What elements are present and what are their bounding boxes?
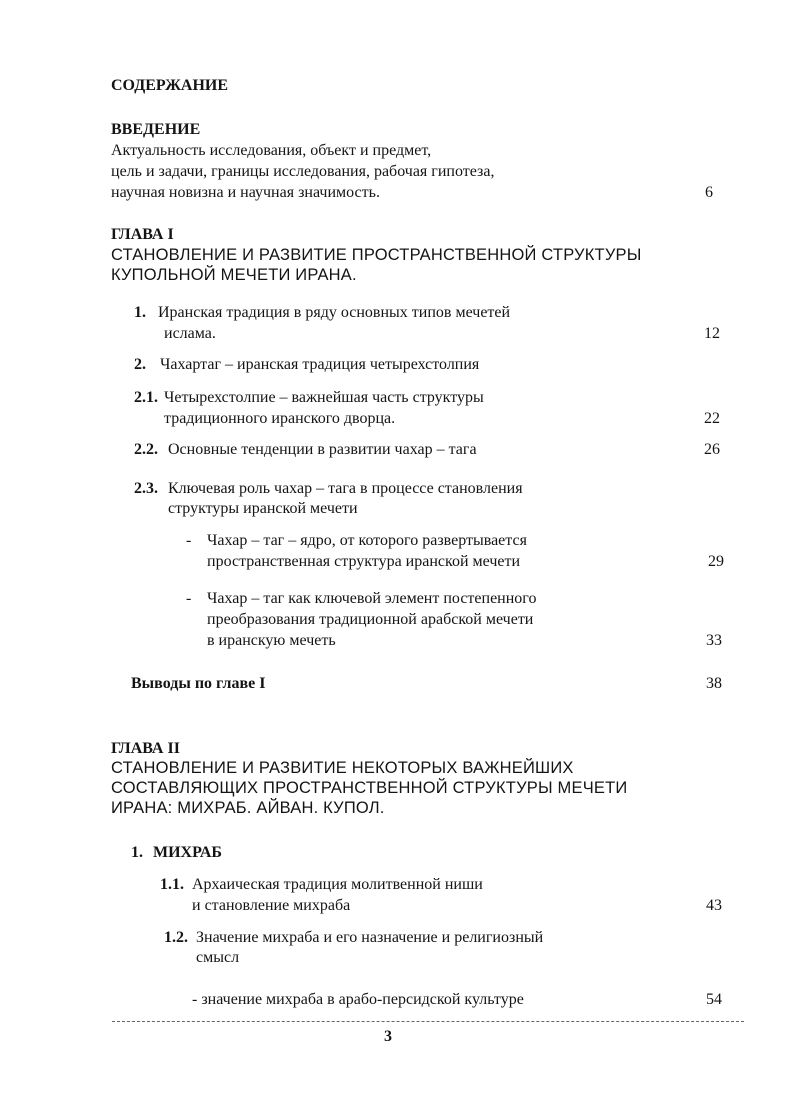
ch2-entry-11-page: 43 <box>706 897 722 914</box>
intro-line-1: Актуальность исследования, объект и предмет, <box>111 142 432 159</box>
footer-divider <box>112 1021 744 1022</box>
ch2-entry-12-line1: Значение михраба и его назначение и религиозный <box>196 929 544 946</box>
ch1-sub-1-line1: Чахар – таг – ядро, от которого развертывается <box>207 532 527 549</box>
ch2-last-entry-label: - значение михраба в арабо-персидской культуре <box>192 991 524 1008</box>
ch1-sub-2-line1: Чахар – таг как ключевой элемент постепенного <box>207 590 537 607</box>
chapter2-title-line-2: СОСТАВЛЯЮЩИХ ПРОСТРАНСТВЕННОЙ СТРУКТУРЫ МЕЧЕТИ <box>111 779 628 797</box>
chapter1-heading: ГЛАВА I <box>111 226 174 243</box>
ch1-sub-2-line2: преобразования традиционной арабской мечети <box>207 611 534 628</box>
chapter2-heading: ГЛАВА II <box>111 740 180 757</box>
ch1-entry-22-page: 26 <box>704 441 720 458</box>
ch1-sub-2-dash: - <box>186 590 192 607</box>
ch2-entry-11-line1: Архаическая традиция молитвенной ниши <box>192 876 483 893</box>
intro-line-3: научная новизна и научная значимость. <box>111 184 380 201</box>
ch1-entry-22-line1: Основные тенденции в развитии чахар – тага <box>168 441 477 458</box>
ch1-entry-23-line1: Ключевая роль чахар – тага в процессе становления <box>168 480 523 497</box>
ch2-section-label: МИХРАБ <box>153 844 222 861</box>
ch2-entry-11-num: 1.1. <box>160 876 184 893</box>
chapter1-title-line-2: КУПОЛЬНОЙ МЕЧЕТИ ИРАНА. <box>111 266 357 284</box>
ch1-conclusions-page: 38 <box>706 675 722 692</box>
ch1-sub-2-page: 33 <box>706 632 722 649</box>
toc-title: СОДЕРЖАНИЕ <box>111 77 229 94</box>
ch1-sub-1-dash: - <box>186 532 192 549</box>
ch1-conclusions-label: Выводы по главе I <box>131 675 266 692</box>
ch1-sub-1-line2: пространственная структура иранской мечети <box>207 553 521 570</box>
ch2-entry-12-line2: смысл <box>196 949 240 966</box>
ch1-entry-21-line2: традиционного иранского дворца. <box>164 410 396 427</box>
ch1-sub-1-page: 29 <box>708 553 724 570</box>
chapter1-title-line-1: СТАНОВЛЕНИЕ И РАЗВИТИЕ ПРОСТРАНСТВЕННОЙ СТРУКТУРЫ <box>111 246 642 264</box>
chapter2-title-line-1: СТАНОВЛЕНИЕ И РАЗВИТИЕ НЕКОТОРЫХ ВАЖНЕЙШИХ <box>111 759 574 777</box>
ch2-entry-11-line2: и становление михраба <box>192 897 351 914</box>
ch1-entry-2-num: 2. <box>134 356 146 373</box>
intro-heading: ВВЕДЕНИЕ <box>111 121 201 138</box>
ch1-sub-2-line3: в иранскую мечеть <box>207 632 336 649</box>
chapter2-title-line-3: ИРАНА: МИХРАБ. АЙВАН. КУПОЛ. <box>111 799 385 817</box>
ch2-section-num: 1. <box>131 844 143 861</box>
intro-line-2: цель и задачи, границы исследования, рабочая гипотеза, <box>111 163 495 180</box>
ch1-entry-2-line1: Чахартаг – иранская традиция четырехстолпия <box>160 356 480 373</box>
ch1-entry-21-num: 2.1. <box>134 389 158 406</box>
ch1-entry-21-line1: Четырехстолпие – важнейшая часть структуры <box>164 389 484 406</box>
ch2-entry-12-num: 1.2. <box>164 929 188 946</box>
ch1-entry-1-num: 1. <box>134 304 146 321</box>
ch1-entry-1-line2: ислама. <box>164 325 216 342</box>
ch1-entry-21-page: 22 <box>704 410 720 427</box>
ch1-entry-23-num: 2.3. <box>134 480 158 497</box>
intro-page: 6 <box>705 184 713 201</box>
ch2-last-entry-page: 54 <box>706 991 722 1008</box>
ch1-entry-22-num: 2.2. <box>134 441 158 458</box>
ch1-entry-1-page: 12 <box>704 325 720 342</box>
ch1-entry-23-line2: структуры иранской мечети <box>168 500 358 517</box>
page-number: 3 <box>384 1028 392 1045</box>
ch1-entry-1-line1: Иранская традиция в ряду основных типов мечетей <box>158 304 511 321</box>
